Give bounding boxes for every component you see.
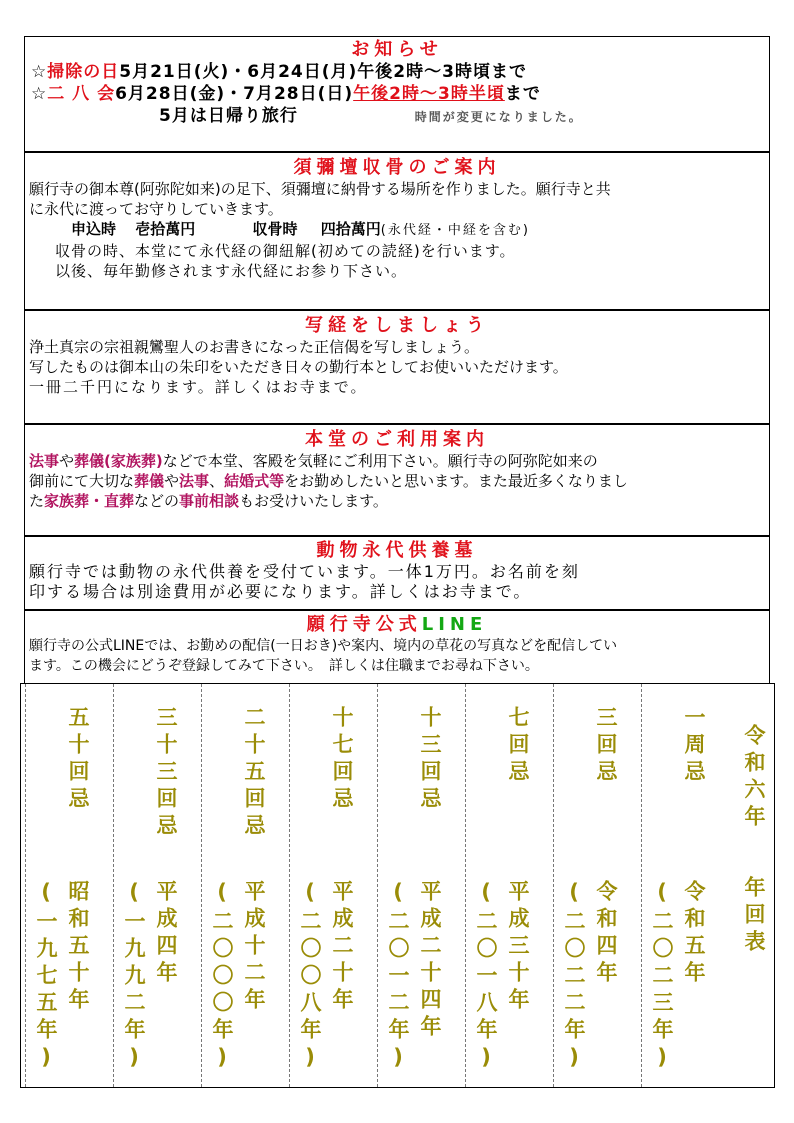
line-title-text: 願行寺公式 <box>306 614 422 635</box>
hoji-term: 法事 <box>29 452 60 470</box>
kaiki-label: 三回忌 <box>594 706 618 787</box>
memorial-anniversary-table <box>20 683 775 1088</box>
western-year-label: (二〇一八年) <box>474 880 498 1075</box>
price-note: (永代経・中経を含む) <box>380 223 530 238</box>
kaiki-label: 五十回忌 <box>66 706 90 814</box>
anniversary-column <box>641 684 729 1087</box>
nihachi-time: 午後2時～3時半頃 <box>353 84 505 104</box>
shumidan-line4: 以後、毎年勤修されます永代経にお参り下さい。 <box>55 262 408 280</box>
anniversary-column <box>465 684 553 1087</box>
western-year-label: (二〇一二年) <box>386 880 410 1075</box>
sogi-term: 葬儀(家族葬) <box>74 452 163 470</box>
trip-text: 5月は日帰り旅行 <box>159 106 298 126</box>
shumidan-line2: に永代に渡ってお守りしていきます。 <box>29 200 283 218</box>
nihachi-label: 二 八 会 <box>47 84 116 104</box>
kaiki-label: 十三回忌 <box>418 706 442 814</box>
nihachi-tail: まで <box>504 84 541 104</box>
kaiki-label: 七回忌 <box>506 706 530 787</box>
notice-row-cleaning <box>31 61 769 83</box>
consult-term: 事前相談 <box>179 492 240 510</box>
hondo-text: た <box>29 492 45 510</box>
kaiki-label: 十七回忌 <box>330 706 354 814</box>
price1-label: 申込時 <box>71 220 117 238</box>
kaiki-label: 一周忌 <box>682 706 706 787</box>
western-year-label: (一九九二年) <box>122 880 146 1075</box>
era-year-label: 平成四年 <box>154 880 178 988</box>
shakyo-line2: 写したものは御本山の朱印をいただき日々の勤行本としてお使いいただけます。 <box>29 358 568 376</box>
hondo-text: などの <box>134 492 180 510</box>
anniversary-column <box>113 684 201 1087</box>
notice-row-nihachi <box>31 83 769 105</box>
hondo-text: もお受けいたします。 <box>239 492 388 510</box>
era-year-label: 平成二十年 <box>330 880 354 1015</box>
shumidan-line1: 願行寺の御本尊(阿弥陀如来)の足下、須彌壇に納骨する場所を作りました。願行寺と共 <box>29 180 611 198</box>
hoji-term: 法事 <box>179 472 210 490</box>
price2-label: 収骨時 <box>252 220 298 238</box>
table-header-top: 令和六年 <box>742 724 766 832</box>
line-line1: 願行寺の公式LINEでは、お勤めの配信(一日おき)や案内、境内の草花の写真などを配信してい <box>29 638 618 654</box>
cleaning-day-dates: 5月21日(火)・6月24日(月)午後2時～3時頃まで <box>119 62 527 82</box>
pet-line2: 印する場合は別途費用が必要になります。詳しくはお寺まで。 <box>29 582 532 601</box>
hondo-text: などで本堂、客殿を気軽にご利用下さい。願行寺の阿弥陀如来の <box>162 452 598 470</box>
hondo-line2 <box>29 471 765 491</box>
nihachi-dates: 6月28日(金)・7月28日(日) <box>115 84 354 104</box>
shumidan-prices <box>71 219 765 241</box>
kazokuso-term: 家族葬・直葬 <box>44 492 135 510</box>
line-line2: ます。この機会にどうぞ登録してみて下さい。 詳しくは住職までお尋ね下さい。 <box>29 658 539 674</box>
western-year-label: (一九七五年) <box>34 880 58 1075</box>
anniversary-column <box>289 684 377 1087</box>
shumidan-title: 須彌壇収骨のご案内 <box>293 157 501 178</box>
western-year-label: (二〇〇〇年) <box>210 880 234 1075</box>
notice-row-trip <box>159 105 769 128</box>
hondo-title: 本堂のご利用案内 <box>305 429 489 450</box>
star-icon: ☆ <box>31 62 48 82</box>
anniversary-column <box>377 684 465 1087</box>
anniversary-column <box>201 684 289 1087</box>
sogi-term: 葬儀 <box>134 472 165 490</box>
pet-memorial-section <box>24 536 770 610</box>
hondo-line3 <box>29 491 765 511</box>
western-year-label: (二〇二二年) <box>562 880 586 1075</box>
western-year-label: (二〇二三年) <box>650 880 674 1075</box>
era-year-label: 平成十二年 <box>242 880 266 1015</box>
shakyo-title: 写経をしましょう <box>305 315 489 336</box>
kaiki-label: 三十三回忌 <box>154 706 178 841</box>
price2-value: 四拾萬円 <box>320 220 381 238</box>
era-year-label: 昭和五十年 <box>66 880 90 1015</box>
western-year-label: (二〇〇八年) <box>298 880 322 1075</box>
line-title <box>25 614 769 636</box>
wedding-term: 結婚式等 <box>224 472 285 490</box>
line-section <box>24 610 770 684</box>
era-year-label: 令和四年 <box>594 880 618 988</box>
shakyo-line1: 浄土真宗の宗祖親鸞聖人のお書きになった正信偈を写しましょう。 <box>29 338 480 356</box>
shakyo-section <box>24 310 770 424</box>
cleaning-day-label: 掃除の日 <box>47 62 120 82</box>
hondo-line1 <box>29 451 765 471</box>
shumidan-line3: 収骨の時、本堂にて永代経の御紐解(初めての読経)を行います。 <box>55 242 516 260</box>
hondo-text: 、 <box>209 472 225 490</box>
price1-value: 壱拾萬円 <box>135 220 196 238</box>
hondo-section <box>24 424 770 536</box>
table-header-bottom: 年回表 <box>742 876 766 957</box>
pet-line1: 願行寺では動物の永代供養を受付ています。一体1万円。お名前を刻 <box>29 562 580 581</box>
anniversary-column <box>553 684 641 1087</box>
notice-title: お知らせ <box>351 39 443 60</box>
shumidan-section <box>24 152 770 310</box>
era-year-label: 令和五年 <box>682 880 706 988</box>
shakyo-line3: 一冊二千円になります。詳しくはお寺まで。 <box>29 378 368 396</box>
hondo-text: 御前にて大切な <box>29 472 135 490</box>
kaiki-label: 二十五回忌 <box>242 706 266 841</box>
hondo-text: や <box>164 472 180 490</box>
pet-memorial-title: 動物永代供養墓 <box>316 540 478 561</box>
line-title-brand: LINE <box>421 614 488 635</box>
star-icon: ☆ <box>31 84 48 104</box>
era-year-label: 平成二十四年 <box>418 880 442 1042</box>
time-change-note: 時間が変更になりました。 <box>414 110 583 124</box>
hondo-text: をお勤めしたいと思います。また最近多くなりまし <box>284 472 628 490</box>
era-year-label: 平成三十年 <box>506 880 530 1015</box>
hondo-text: や <box>59 452 75 470</box>
anniversary-column <box>25 684 113 1087</box>
notice-section <box>24 36 770 152</box>
